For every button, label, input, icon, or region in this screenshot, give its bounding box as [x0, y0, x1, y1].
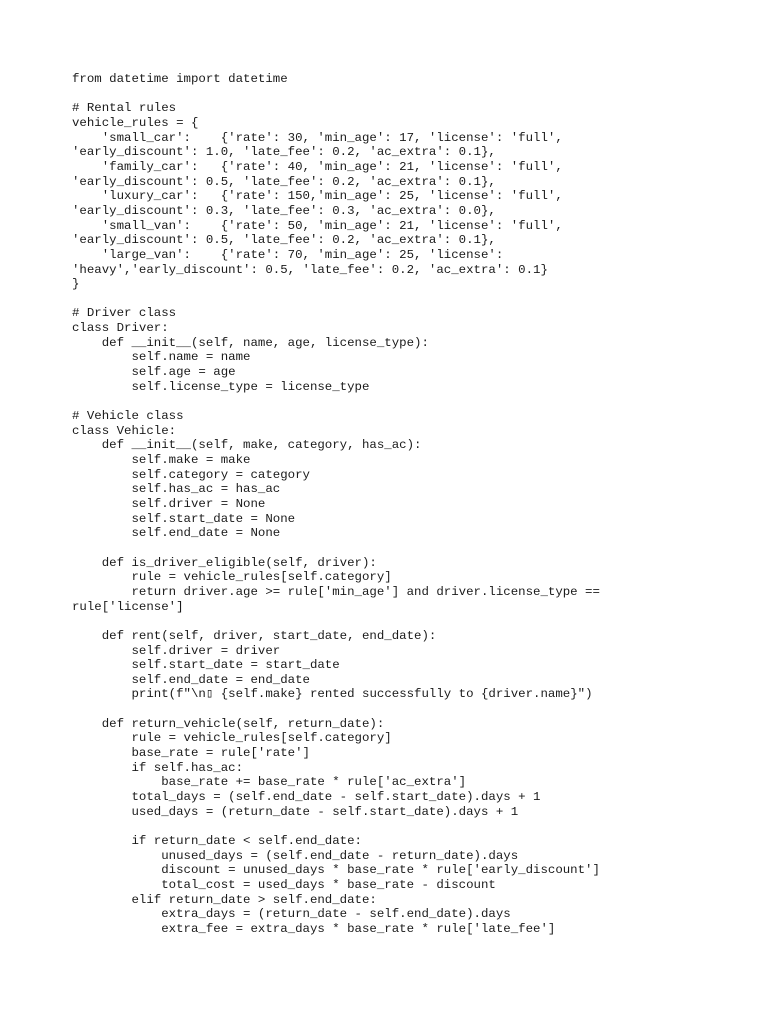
- code-line: if self.has_ac:: [72, 760, 244, 775]
- code-line: self.end_date = end_date: [72, 672, 310, 687]
- code-line: 'family_car': {'rate': 40, 'min_age': 21, 'license': 'full',: [72, 159, 563, 174]
- code-line: rule = vehicle_rules[self.category]: [72, 731, 392, 746]
- code-line: self.driver = None: [72, 496, 266, 511]
- code-line: [72, 702, 752, 717]
- code-line: rule['license']: [72, 599, 184, 614]
- code-line: 'early_discount': 1.0, 'late_fee': 0.2, 'ac_extra': 0.1},: [72, 145, 496, 160]
- code-line: total_days = (self.end_date - self.start_date).days + 1: [72, 790, 541, 805]
- code-line: [72, 819, 752, 834]
- code-line: self.category = category: [72, 467, 310, 482]
- code-line: print(f"\n▯ {self.make} rented successfully to {driver.name}"): [72, 687, 593, 702]
- code-line: self.age = age: [72, 365, 236, 380]
- code-line: extra_fee = extra_days * base_rate * rule['late_fee']: [72, 921, 556, 936]
- code-line: used_days = (return_date - self.start_date).days + 1: [72, 804, 519, 819]
- code-line: self.name = name: [72, 350, 251, 365]
- code-line: self.start_date = None: [72, 511, 296, 526]
- code-line: [72, 541, 752, 556]
- code-line: def __init__(self, name, age, license_type):: [72, 335, 429, 350]
- code-line: [72, 87, 752, 102]
- code-line: [72, 292, 752, 307]
- code-line: # Driver class: [72, 306, 177, 321]
- code-line: 'early_discount': 0.5, 'late_fee': 0.2, 'ac_extra': 0.1},: [72, 174, 496, 189]
- code-line: self.has_ac = has_ac: [72, 482, 281, 497]
- code-line: return driver.age >= rule['min_age'] and driver.license_type ==: [72, 584, 600, 599]
- code-line: unused_days = (self.end_date - return_date).days: [72, 848, 519, 863]
- code-line: self.make = make: [72, 453, 251, 468]
- code-line: self.end_date = None: [72, 526, 281, 541]
- code-line: def is_driver_eligible(self, driver):: [72, 555, 377, 570]
- code-line: self.driver = driver: [72, 643, 281, 658]
- code-line: 'early_discount': 0.5, 'late_fee': 0.2, 'ac_extra': 0.1},: [72, 233, 496, 248]
- code-line: def return_vehicle(self, return_date):: [72, 716, 385, 731]
- code-line: discount = unused_days * base_rate * rule['early_discount']: [72, 863, 600, 878]
- code-line: base_rate = rule['rate']: [72, 746, 310, 761]
- code-line: from datetime import datetime: [72, 72, 288, 86]
- code-line: class Driver:: [72, 321, 169, 336]
- code-line: # Vehicle class: [72, 409, 184, 424]
- code-line: def rent(self, driver, start_date, end_date):: [72, 628, 437, 643]
- code-line: self.license_type = license_type: [72, 379, 370, 394]
- code-line: [72, 394, 752, 409]
- code-line: base_rate += base_rate * rule['ac_extra']: [72, 775, 467, 790]
- code-line: vehicle_rules = {: [72, 115, 199, 130]
- code-line: 'small_car': {'rate': 30, 'min_age': 17, 'license': 'full',: [72, 130, 563, 145]
- code-line: 'small_van': {'rate': 50, 'min_age': 21, 'license': 'full',: [72, 218, 563, 233]
- code-listing: [72, 72, 752, 937]
- code-line: self.start_date = start_date: [72, 658, 340, 673]
- code-line: def __init__(self, make, category, has_ac):: [72, 438, 422, 453]
- code-line: extra_days = (return_date - self.end_date).days: [72, 907, 511, 922]
- code-line: 'heavy','early_discount': 0.5, 'late_fee': 0.2, 'ac_extra': 0.1}: [72, 262, 548, 277]
- code-line: 'large_van': {'rate': 70, 'min_age': 25, 'license':: [72, 247, 504, 262]
- code-line: [72, 614, 752, 629]
- code-line: 'luxury_car': {'rate': 150,'min_age': 25, 'license': 'full',: [72, 189, 563, 204]
- code-line: class Vehicle:: [72, 423, 177, 438]
- code-line: }: [72, 277, 80, 292]
- code-line: # Rental rules: [72, 101, 177, 116]
- code-line: if return_date < self.end_date:: [72, 834, 362, 849]
- code-line: elif return_date > self.end_date:: [72, 892, 377, 907]
- code-line: rule = vehicle_rules[self.category]: [72, 570, 392, 585]
- code-line: total_cost = used_days * base_rate - discount: [72, 877, 496, 892]
- code-line: 'early_discount': 0.3, 'late_fee': 0.3, 'ac_extra': 0.0},: [72, 203, 496, 218]
